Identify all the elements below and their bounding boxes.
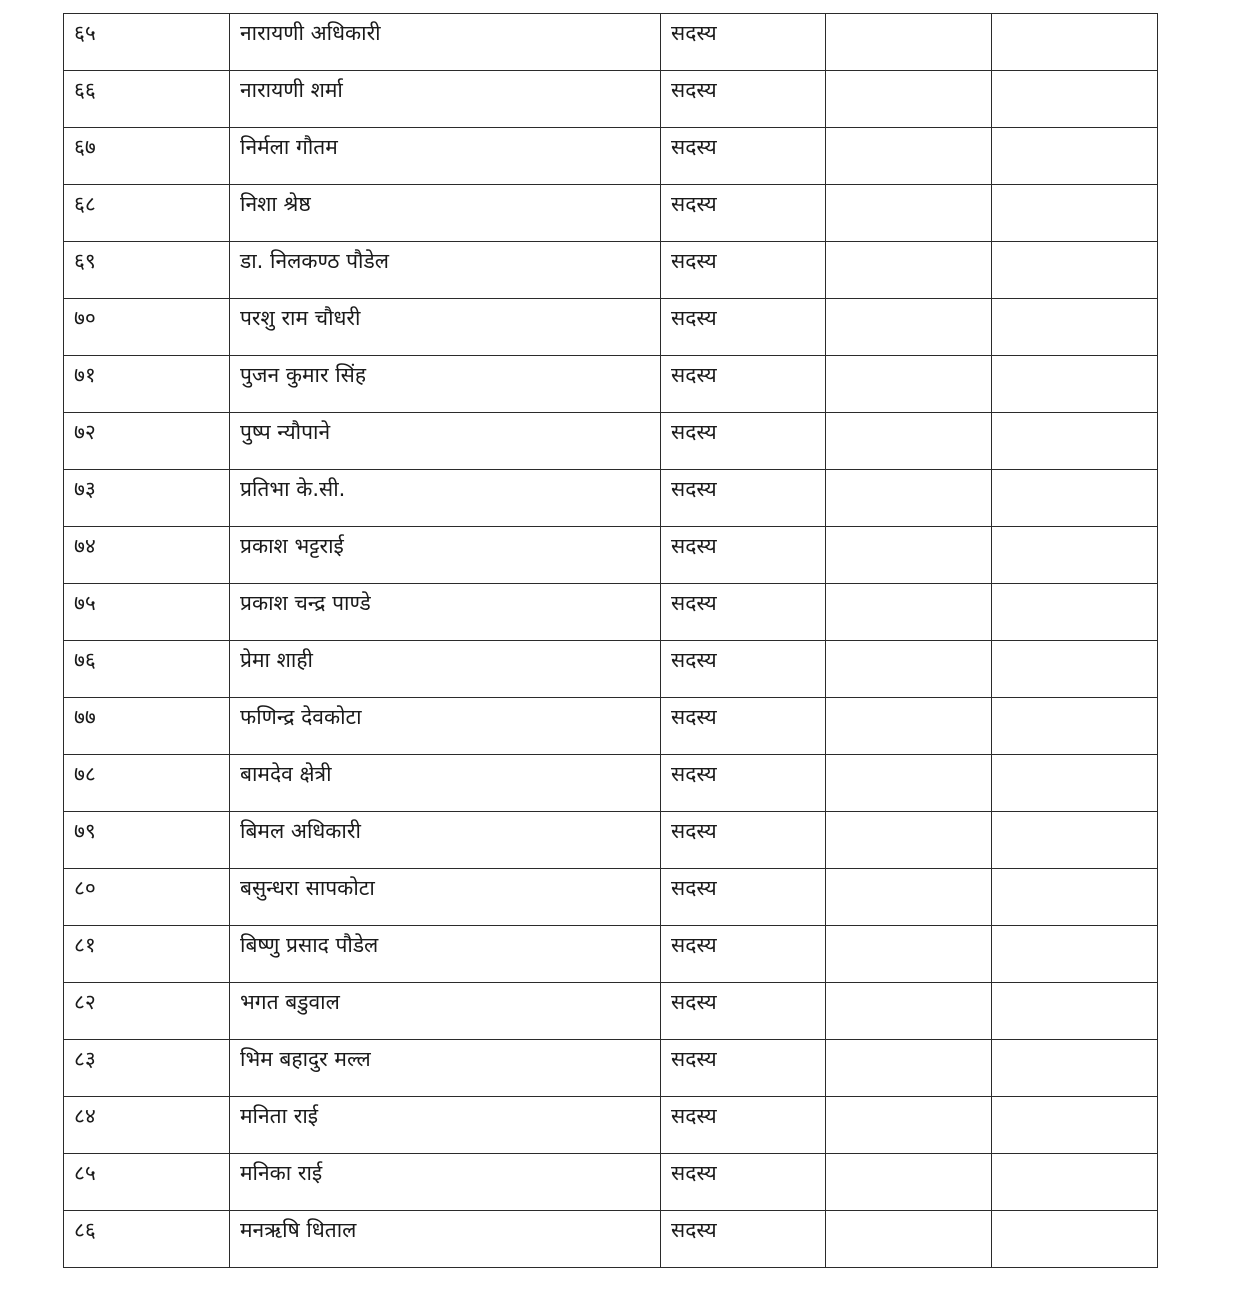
- serial-number-cell: [64, 185, 230, 242]
- member-name-cell-text: बिमल अधिकारी: [240, 819, 361, 843]
- member-name-cell-text: भिम बहादुर मल्ल: [240, 1047, 371, 1071]
- empty-cell: [992, 356, 1158, 413]
- empty-cell-text: [836, 470, 991, 479]
- serial-number-cell: [64, 242, 230, 299]
- member-name-cell: [230, 1154, 661, 1211]
- empty-cell-text: [1002, 1040, 1157, 1049]
- table-row: [64, 869, 1158, 926]
- empty-cell-text: [836, 299, 991, 308]
- member-role-cell-text: सदस्य: [671, 534, 717, 558]
- table-row: [64, 983, 1158, 1040]
- table-row: [64, 1097, 1158, 1154]
- empty-cell-text: [836, 926, 991, 935]
- empty-cell: [992, 14, 1158, 71]
- empty-cell: [992, 128, 1158, 185]
- member-name-cell-text: मनिता राई: [240, 1104, 319, 1128]
- table-row: [64, 71, 1158, 128]
- table-row: [64, 527, 1158, 584]
- empty-cell-text: [1002, 926, 1157, 935]
- member-role-cell-text: सदस्य: [671, 420, 717, 444]
- serial-number-cell-text: ७१: [74, 363, 96, 387]
- member-role-cell: [661, 1211, 826, 1268]
- empty-cell: [826, 128, 992, 185]
- serial-number-cell: [64, 1154, 230, 1211]
- empty-cell: [826, 71, 992, 128]
- serial-number-cell: [64, 755, 230, 812]
- empty-cell: [992, 185, 1158, 242]
- empty-cell: [992, 926, 1158, 983]
- empty-cell: [826, 242, 992, 299]
- empty-cell-text: [836, 1154, 991, 1163]
- empty-cell-text: [836, 71, 991, 80]
- member-name-cell-text: बामदेव क्षेत्री: [240, 762, 332, 786]
- member-name-cell-text: बिष्णु प्रसाद पौडेल: [240, 933, 379, 957]
- serial-number-cell: [64, 698, 230, 755]
- empty-cell: [826, 926, 992, 983]
- serial-number-cell: [64, 983, 230, 1040]
- empty-cell-text: [1002, 71, 1157, 80]
- member-name-cell-text: मनिका राई: [240, 1161, 323, 1185]
- member-list-page: [63, 13, 1157, 1268]
- empty-cell-text: [836, 14, 991, 23]
- empty-cell: [826, 356, 992, 413]
- serial-number-cell-text: ७७: [74, 705, 96, 729]
- member-role-cell-text: सदस्य: [671, 762, 717, 786]
- member-name-cell: [230, 470, 661, 527]
- member-name-cell: [230, 926, 661, 983]
- member-role-cell-text: सदस्य: [671, 477, 717, 501]
- member-role-cell: [661, 14, 826, 71]
- member-role-cell: [661, 812, 826, 869]
- member-role-cell: [661, 1097, 826, 1154]
- member-role-cell: [661, 413, 826, 470]
- member-role-cell-text: सदस्य: [671, 249, 717, 273]
- member-role-cell-text: सदस्य: [671, 192, 717, 216]
- empty-cell: [992, 755, 1158, 812]
- empty-cell: [992, 527, 1158, 584]
- empty-cell-text: [836, 641, 991, 650]
- serial-number-cell-text: ६५: [74, 21, 96, 45]
- member-name-cell-text: नारायणी अधिकारी: [240, 21, 381, 45]
- member-role-cell: [661, 869, 826, 926]
- table-row: [64, 755, 1158, 812]
- serial-number-cell-text: ६६: [74, 78, 96, 102]
- empty-cell-text: [836, 698, 991, 707]
- empty-cell-text: [1002, 755, 1157, 764]
- empty-cell: [826, 299, 992, 356]
- member-role-cell: [661, 641, 826, 698]
- member-role-cell: [661, 584, 826, 641]
- empty-cell-text: [836, 242, 991, 251]
- serial-number-cell-text: ७९: [74, 819, 96, 843]
- empty-cell: [826, 755, 992, 812]
- serial-number-cell-text: ८१: [74, 933, 96, 957]
- serial-number-cell-text: ८०: [74, 876, 96, 900]
- empty-cell-text: [1002, 584, 1157, 593]
- table-row: [64, 584, 1158, 641]
- serial-number-cell-text: ८४: [74, 1104, 96, 1128]
- member-role-cell-text: सदस्य: [671, 135, 717, 159]
- serial-number-cell: [64, 1211, 230, 1268]
- empty-cell-text: [836, 869, 991, 878]
- empty-cell-text: [836, 356, 991, 365]
- serial-number-cell: [64, 641, 230, 698]
- table-row: [64, 698, 1158, 755]
- member-role-cell-text: सदस्य: [671, 1104, 717, 1128]
- empty-cell: [826, 1040, 992, 1097]
- member-role-cell: [661, 299, 826, 356]
- member-name-cell: [230, 584, 661, 641]
- empty-cell-text: [836, 1040, 991, 1049]
- member-name-cell: [230, 641, 661, 698]
- member-name-cell: [230, 527, 661, 584]
- empty-cell-text: [1002, 413, 1157, 422]
- empty-cell: [992, 812, 1158, 869]
- empty-cell: [826, 1097, 992, 1154]
- serial-number-cell: [64, 527, 230, 584]
- table-row: [64, 299, 1158, 356]
- member-role-cell-text: सदस्य: [671, 591, 717, 615]
- member-role-cell: [661, 983, 826, 1040]
- member-name-cell: [230, 869, 661, 926]
- empty-cell: [826, 1154, 992, 1211]
- member-role-cell-text: सदस्य: [671, 990, 717, 1014]
- empty-cell: [826, 14, 992, 71]
- empty-cell-text: [836, 812, 991, 821]
- member-role-cell: [661, 527, 826, 584]
- member-name-cell-text: प्रकाश चन्द्र पाण्डे: [240, 591, 371, 615]
- table-row: [64, 1040, 1158, 1097]
- table-row: [64, 812, 1158, 869]
- member-role-cell-text: सदस्य: [671, 819, 717, 843]
- member-name-cell-text: परशु राम चौधरी: [240, 306, 361, 330]
- member-name-cell: [230, 128, 661, 185]
- member-name-cell-text: बसुन्धरा सापकोटा: [240, 876, 375, 900]
- empty-cell-text: [1002, 1154, 1157, 1163]
- member-role-cell-text: सदस्य: [671, 876, 717, 900]
- empty-cell-text: [836, 527, 991, 536]
- member-name-cell-text: प्रकाश भट्टराई: [240, 534, 344, 558]
- member-name-cell: [230, 299, 661, 356]
- member-name-cell: [230, 14, 661, 71]
- member-role-cell-text: सदस्य: [671, 933, 717, 957]
- member-role-cell-text: सदस्य: [671, 1161, 717, 1185]
- serial-number-cell-text: ८५: [74, 1161, 96, 1185]
- empty-cell-text: [1002, 698, 1157, 707]
- serial-number-cell: [64, 1097, 230, 1154]
- serial-number-cell: [64, 71, 230, 128]
- serial-number-cell: [64, 812, 230, 869]
- empty-cell: [826, 413, 992, 470]
- empty-cell: [992, 584, 1158, 641]
- table-row: [64, 14, 1158, 71]
- member-role-cell: [661, 1040, 826, 1097]
- member-role-cell: [661, 1154, 826, 1211]
- member-role-cell-text: सदस्य: [671, 363, 717, 387]
- table-row: [64, 356, 1158, 413]
- member-name-cell: [230, 413, 661, 470]
- member-name-cell-text: डा. निलकण्ठ पौडेल: [240, 249, 389, 273]
- empty-cell: [826, 812, 992, 869]
- empty-cell-text: [836, 413, 991, 422]
- serial-number-cell-text: ६९: [74, 249, 96, 273]
- empty-cell: [992, 470, 1158, 527]
- member-name-cell: [230, 755, 661, 812]
- empty-cell-text: [1002, 1097, 1157, 1106]
- serial-number-cell: [64, 1040, 230, 1097]
- member-role-cell-text: सदस्य: [671, 21, 717, 45]
- table-row: [64, 242, 1158, 299]
- member-role-cell: [661, 185, 826, 242]
- member-name-cell-text: निर्मला गौतम: [240, 135, 338, 159]
- member-name-cell-text: मनऋषि धिताल: [240, 1218, 357, 1242]
- empty-cell-text: [836, 584, 991, 593]
- serial-number-cell: [64, 356, 230, 413]
- member-name-cell: [230, 1097, 661, 1154]
- member-name-cell-text: फणिन्द्र देवकोटा: [240, 705, 362, 729]
- serial-number-cell: [64, 14, 230, 71]
- serial-number-cell-text: ७६: [74, 648, 96, 672]
- member-role-cell: [661, 470, 826, 527]
- member-role-cell-text: सदस्य: [671, 705, 717, 729]
- member-role-cell: [661, 698, 826, 755]
- empty-cell-text: [1002, 470, 1157, 479]
- empty-cell: [992, 1211, 1158, 1268]
- table-row: [64, 470, 1158, 527]
- member-name-cell-text: निशा श्रेष्ठ: [240, 192, 311, 216]
- serial-number-cell: [64, 926, 230, 983]
- member-role-cell-text: सदस्य: [671, 1218, 717, 1242]
- serial-number-cell-text: ७८: [74, 762, 96, 786]
- member-name-cell-text: पुजन कुमार सिंह: [240, 363, 367, 387]
- empty-cell: [992, 869, 1158, 926]
- empty-cell-text: [1002, 812, 1157, 821]
- member-role-cell-text: सदस्य: [671, 78, 717, 102]
- serial-number-cell: [64, 299, 230, 356]
- member-name-cell: [230, 242, 661, 299]
- serial-number-cell-text: ७५: [74, 591, 96, 615]
- member-role-cell: [661, 71, 826, 128]
- empty-cell: [826, 185, 992, 242]
- member-table: [63, 13, 1158, 1268]
- member-name-cell: [230, 71, 661, 128]
- empty-cell: [992, 983, 1158, 1040]
- empty-cell-text: [1002, 299, 1157, 308]
- table-row: [64, 1211, 1158, 1268]
- empty-cell: [826, 869, 992, 926]
- member-role-cell: [661, 128, 826, 185]
- member-name-cell: [230, 983, 661, 1040]
- empty-cell-text: [1002, 185, 1157, 194]
- empty-cell: [992, 641, 1158, 698]
- serial-number-cell-text: ८३: [74, 1047, 96, 1071]
- serial-number-cell-text: ७४: [74, 534, 96, 558]
- member-table-body: [64, 14, 1158, 1268]
- empty-cell-text: [836, 755, 991, 764]
- empty-cell-text: [1002, 1211, 1157, 1220]
- member-name-cell: [230, 812, 661, 869]
- empty-cell-text: [1002, 128, 1157, 137]
- member-name-cell: [230, 356, 661, 413]
- empty-cell: [826, 983, 992, 1040]
- empty-cell: [992, 71, 1158, 128]
- member-name-cell: [230, 185, 661, 242]
- member-role-cell: [661, 755, 826, 812]
- empty-cell: [992, 1097, 1158, 1154]
- serial-number-cell: [64, 413, 230, 470]
- empty-cell: [826, 698, 992, 755]
- serial-number-cell-text: ६८: [74, 192, 96, 216]
- member-name-cell-text: भगत बडुवाल: [240, 990, 340, 1014]
- member-name-cell-text: प्रतिभा के.सी.: [240, 477, 346, 501]
- table-row: [64, 926, 1158, 983]
- empty-cell-text: [836, 185, 991, 194]
- table-row: [64, 185, 1158, 242]
- serial-number-cell-text: ८२: [74, 990, 96, 1014]
- member-name-cell-text: नारायणी शर्मा: [240, 78, 343, 102]
- empty-cell: [992, 1154, 1158, 1211]
- empty-cell-text: [1002, 242, 1157, 251]
- empty-cell: [826, 641, 992, 698]
- table-row: [64, 641, 1158, 698]
- serial-number-cell: [64, 470, 230, 527]
- member-role-cell-text: सदस्य: [671, 306, 717, 330]
- empty-cell-text: [1002, 983, 1157, 992]
- empty-cell: [826, 584, 992, 641]
- member-name-cell: [230, 698, 661, 755]
- empty-cell: [992, 413, 1158, 470]
- empty-cell-text: [836, 1097, 991, 1106]
- table-row: [64, 1154, 1158, 1211]
- member-name-cell: [230, 1211, 661, 1268]
- empty-cell: [826, 470, 992, 527]
- empty-cell: [826, 1211, 992, 1268]
- empty-cell: [992, 242, 1158, 299]
- member-name-cell-text: पुष्प न्यौपाने: [240, 420, 331, 444]
- serial-number-cell: [64, 869, 230, 926]
- empty-cell-text: [1002, 14, 1157, 23]
- member-name-cell-text: प्रेमा शाही: [240, 648, 313, 672]
- table-row: [64, 413, 1158, 470]
- empty-cell-text: [1002, 869, 1157, 878]
- member-role-cell-text: सदस्य: [671, 1047, 717, 1071]
- empty-cell: [992, 698, 1158, 755]
- empty-cell-text: [1002, 527, 1157, 536]
- serial-number-cell: [64, 584, 230, 641]
- empty-cell: [826, 527, 992, 584]
- empty-cell-text: [836, 983, 991, 992]
- serial-number-cell-text: ७०: [74, 306, 96, 330]
- empty-cell-text: [1002, 641, 1157, 650]
- member-role-cell: [661, 242, 826, 299]
- member-role-cell: [661, 356, 826, 413]
- serial-number-cell: [64, 128, 230, 185]
- empty-cell-text: [1002, 356, 1157, 365]
- table-row: [64, 128, 1158, 185]
- empty-cell: [992, 299, 1158, 356]
- member-name-cell: [230, 1040, 661, 1097]
- member-role-cell-text: सदस्य: [671, 648, 717, 672]
- empty-cell-text: [836, 1211, 991, 1220]
- empty-cell: [992, 1040, 1158, 1097]
- serial-number-cell-text: ७२: [74, 420, 96, 444]
- serial-number-cell-text: ७३: [74, 477, 96, 501]
- empty-cell-text: [836, 128, 991, 137]
- serial-number-cell-text: ८६: [74, 1218, 96, 1242]
- member-role-cell: [661, 926, 826, 983]
- serial-number-cell-text: ६७: [74, 135, 96, 159]
